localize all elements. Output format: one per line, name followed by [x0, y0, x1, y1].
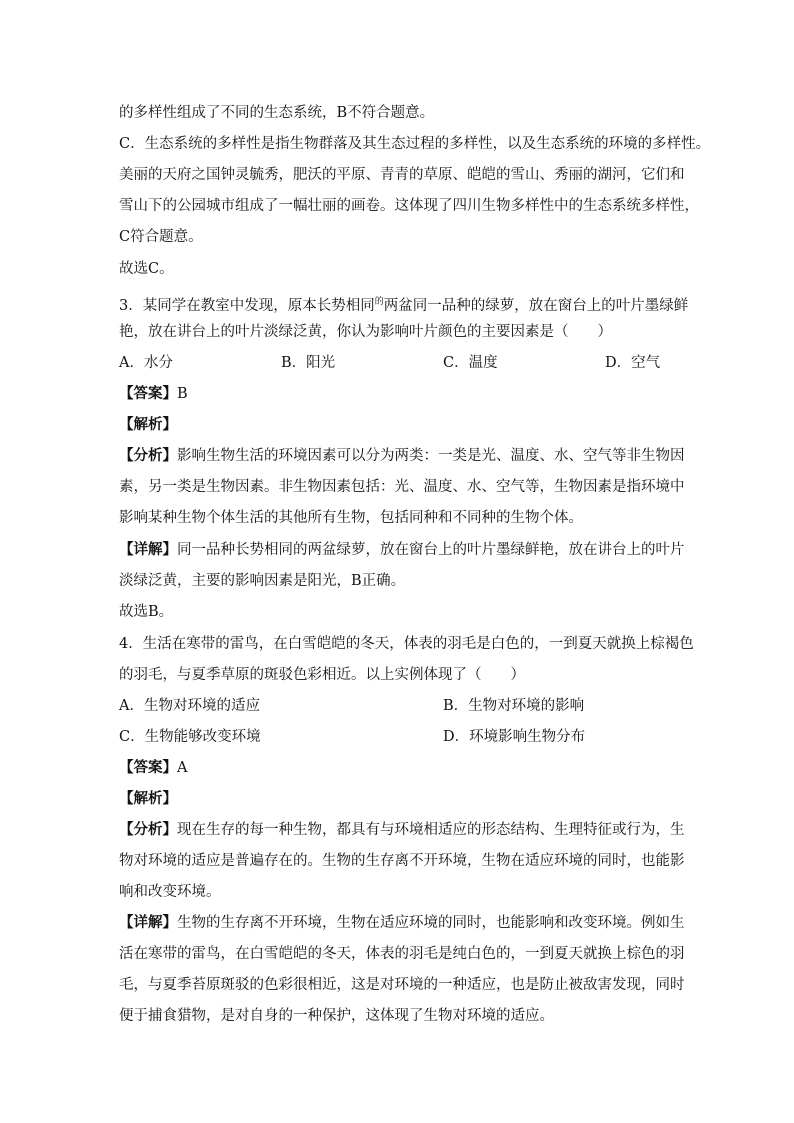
answer-line	[119, 758, 187, 778]
answer-tag: 【答案】	[119, 759, 177, 776]
question-4-stem: 4．生活在寒带的雷鸟，在白雪皑皑的冬天，体表的羽毛是白色的，一到夏天就换上棕褐色	[119, 636, 694, 652]
detail-line: 毛，与夏季苔原斑驳的色彩很相近，这是对环境的一种适应，也是防止被敌害发现，同时	[119, 977, 685, 993]
option-b: B．生物对环境的影响	[443, 698, 585, 714]
text-line: 的多样性组成了不同的生态系统，B不符合题意。	[119, 105, 435, 121]
analysis-line: 【分析】影响生物生活的环境因素可以分为两类：一类是光、温度、水、空气等非生物因	[119, 447, 685, 464]
conclusion-line: 故选C。	[119, 261, 174, 277]
option-a: A．生物对环境的适应	[119, 698, 260, 714]
analysis-line: 响和改变环境。	[119, 884, 221, 900]
text-line: 雪山下的公园城市组成了一幅壮丽的画卷。这体现了四川生物多样性中的生态系统多样性，	[119, 198, 699, 214]
detail-line: 【详解】同一品种长势相同的两盆绿萝，放在窗台上的叶片墨绿鲜艳，放在讲台上的叶片	[119, 541, 685, 558]
detail-line: 活在寒带的雷鸟，在白雪皑皑的冬天，体表的羽毛是纯白色的，一到夏天就换上棕色的羽	[119, 946, 685, 962]
text-line: C．生态系统的多样性是指生物群落及其生态过程的多样性，以及生态系统的环境的多样性。	[119, 136, 711, 152]
option-c: C．温度	[443, 355, 498, 371]
text-line: C符合题意。	[119, 229, 203, 245]
conclusion-line: 故选B。	[119, 604, 174, 620]
answer-value: A	[177, 760, 188, 776]
fenxi-tag: 【分析】	[119, 447, 177, 464]
option-a: A．水分	[119, 355, 173, 371]
option-d: D．环境影响生物分布	[443, 729, 586, 745]
answer-line	[119, 384, 188, 404]
analysis-line: 影响某种生物个体生活的其他所有生物，包括同种和不同种的生物个体。	[119, 510, 583, 526]
superscript-char: 的	[374, 297, 384, 307]
option-d: D．空气	[605, 355, 661, 371]
analysis-heading: 【解析】	[119, 416, 177, 433]
analysis-line: 素，另一类是生物因素。非生物因素包括：光、温度、水、空气等，生物因素是指环境中	[119, 479, 685, 495]
detail-line: 便于捕食猎物，是对自身的一种保护，这体现了生物对环境的适应。	[119, 1008, 554, 1024]
fenxi-tag: 【分析】	[119, 821, 177, 838]
question-3-stem: 3．某同学在教室中发现，原本长势相同$^的$两盆同一品种的绿萝，放在窗台上的叶片墨绿鲜	[119, 297, 689, 314]
detail-line: 【详解】生物的生存离不开环境，生物在适应环境的同时，也能影响和改变环境。例如生	[119, 914, 685, 931]
option-b: B．阳光	[281, 355, 336, 371]
xiangjie-tag: 【详解】	[119, 541, 177, 558]
answer-tag: 【答案】	[119, 385, 177, 402]
question-3-stem-line2: 艳，放在讲台上的叶片淡绿泛黄，你认为影响叶片颜色的主要因素是（ ）	[119, 324, 612, 340]
text-line: 美丽的天府之国钟灵毓秀，肥沃的平原、青青的草原、皑皑的雪山、秀丽的湖河，它们和	[119, 167, 685, 183]
xiangjie-tag: 【详解】	[119, 914, 177, 931]
option-c: C．生物能够改变环境	[119, 729, 261, 745]
detail-line: 淡绿泛黄，主要的影响因素是阳光，B正确。	[119, 573, 406, 589]
analysis-heading: 【解析】	[119, 790, 177, 807]
analysis-line: 【分析】现在生存的每一种生物，都具有与环境相适应的形态结构、生理特征或行为，生	[119, 821, 685, 838]
analysis-line: 物对环境的适应是普遍存在的。生物的生存离不开环境，生物在适应环境的同时，也能影	[119, 853, 685, 869]
question-4-stem-line2: 的羽毛，与夏季草原的斑驳色彩相近。以上实例体现了（ ）	[119, 667, 525, 683]
answer-value: B	[177, 386, 188, 402]
